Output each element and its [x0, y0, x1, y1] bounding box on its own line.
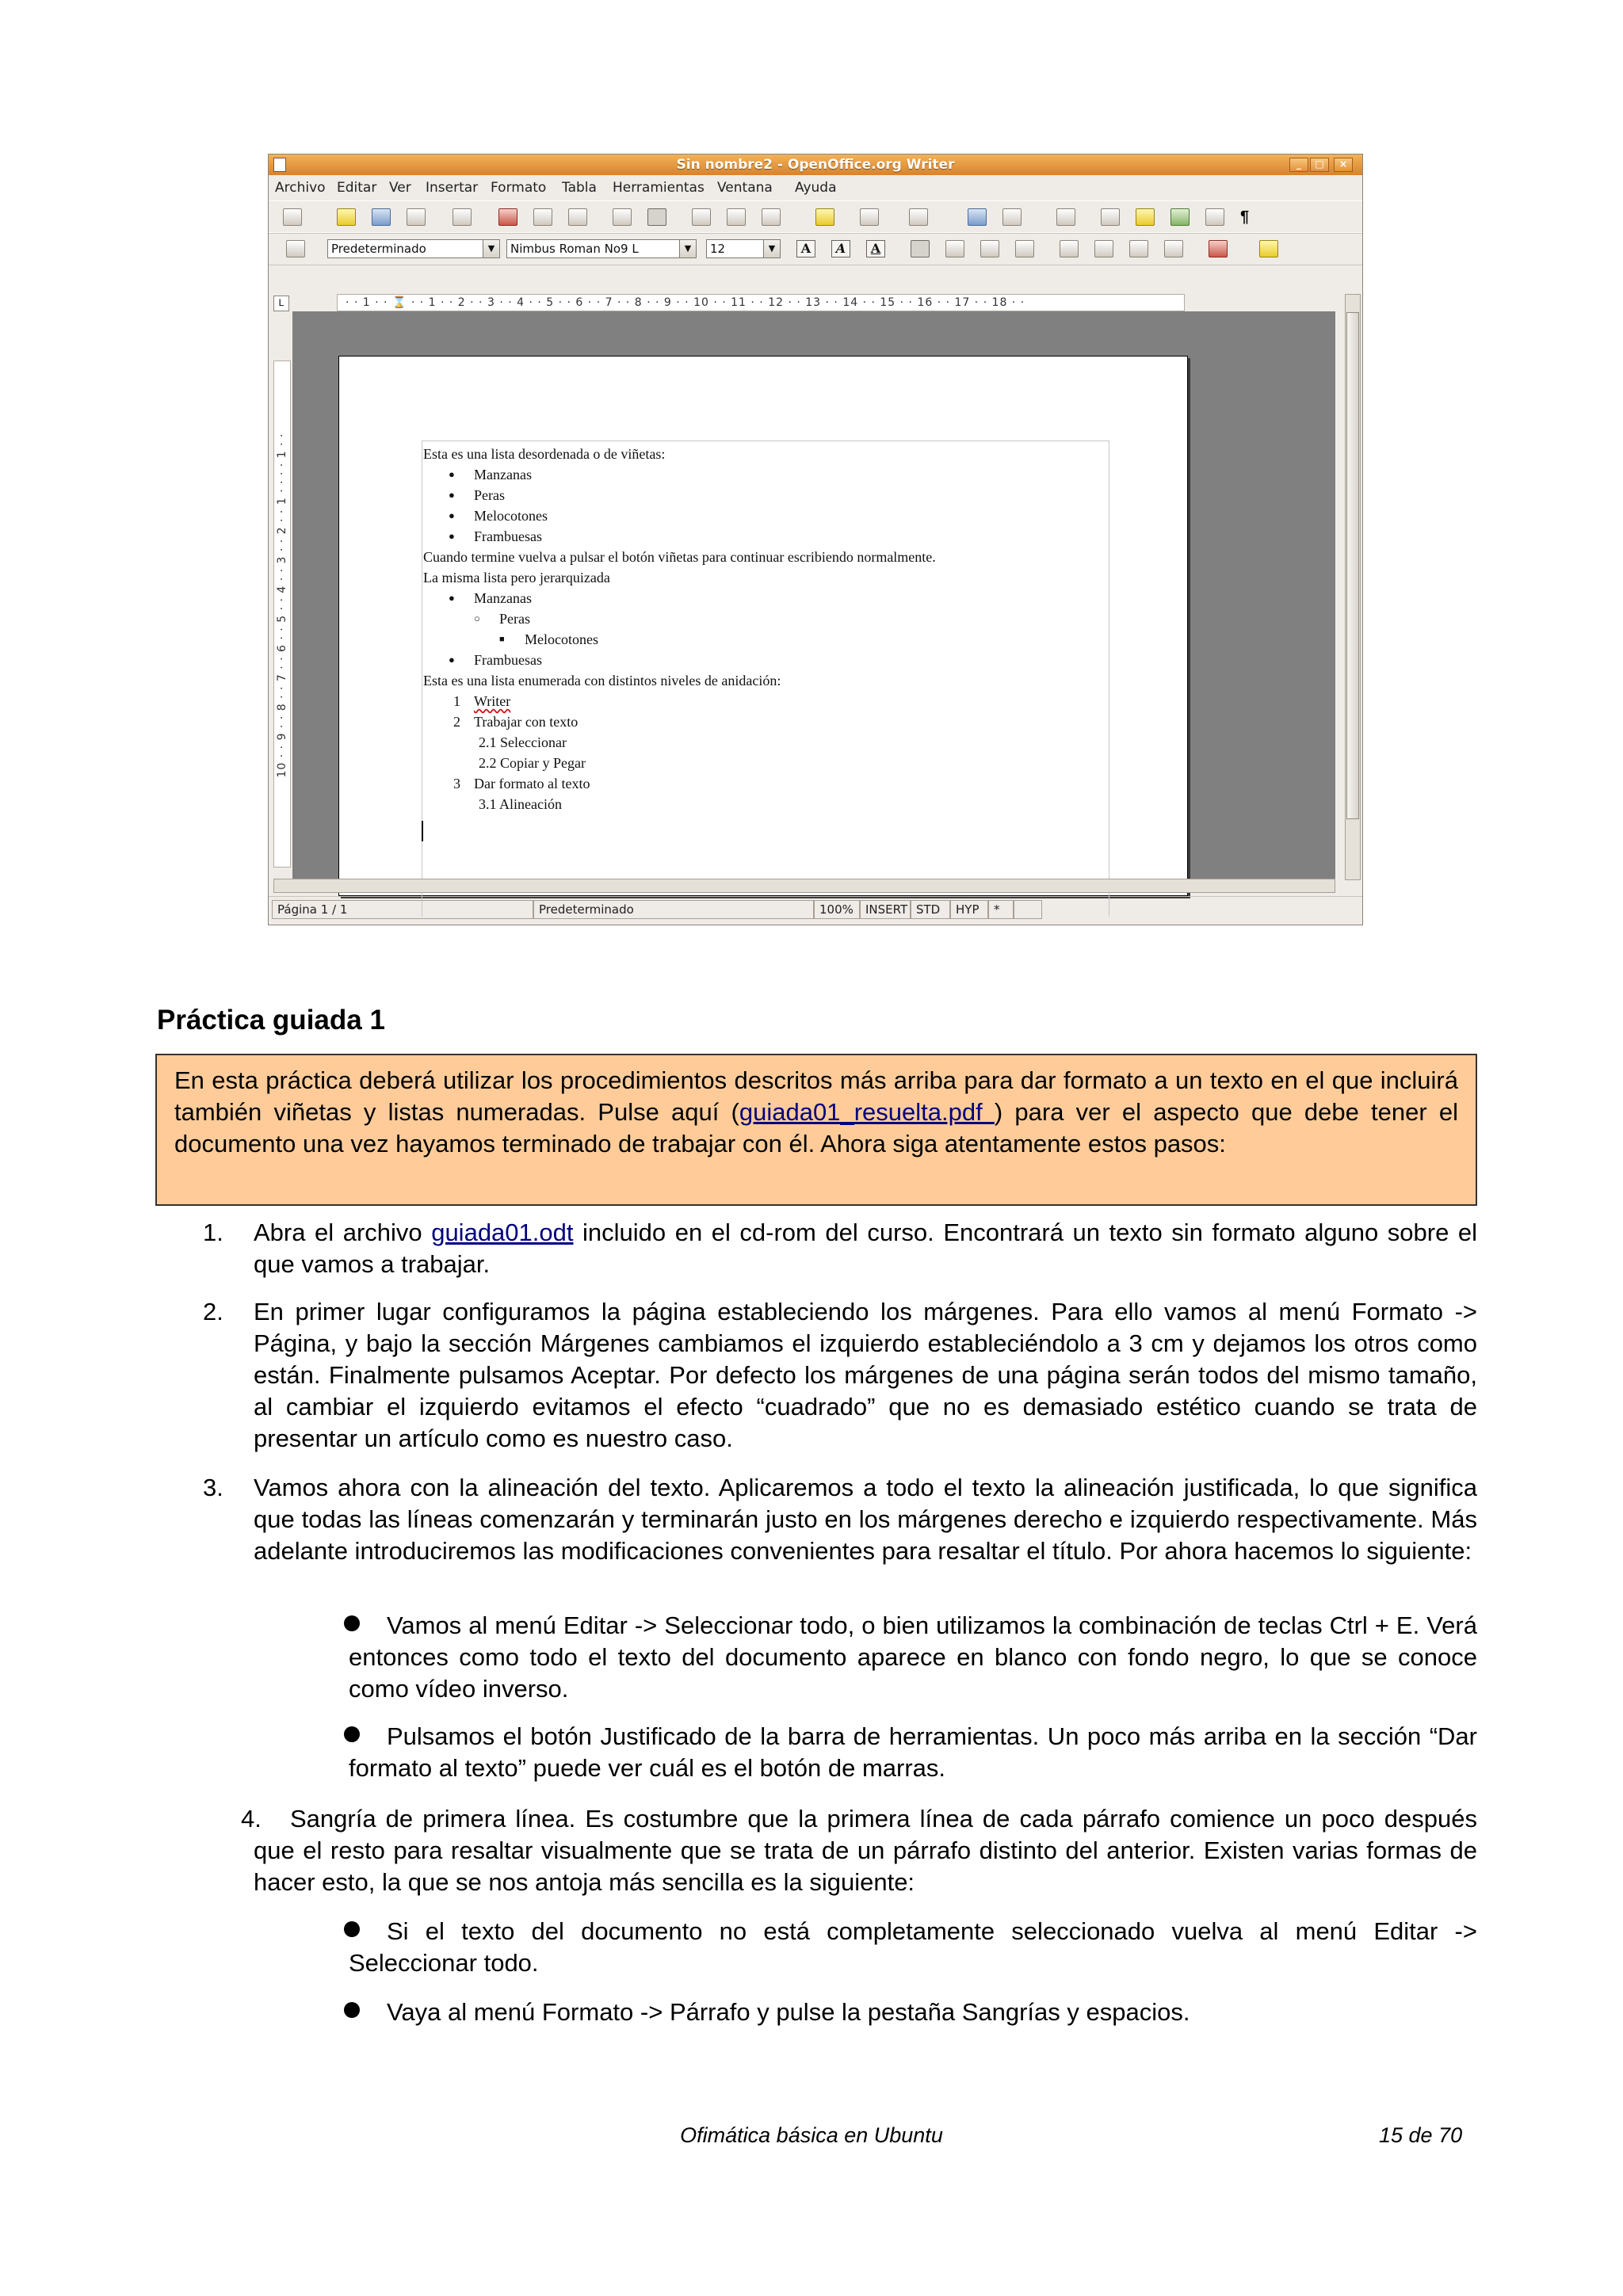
doc-bullet-line: ● Frambuesas — [423, 526, 936, 547]
list-number: 2. — [203, 1298, 223, 1325]
vertical-scrollbar[interactable] — [1345, 294, 1361, 880]
item-text: incluido en el cd-rom del curso. Encontrará un texto sin formato alguno sobre el que vamos a trabajar. — [254, 1219, 1477, 1278]
underline-icon[interactable]: A — [866, 240, 885, 257]
list-number: 1. — [203, 1219, 223, 1246]
numbering-icon[interactable] — [1060, 240, 1079, 257]
bullet-text: Si el texto del documento no está completamente seleccionado vuelva al menú Editar -> Seleccionar todo. — [349, 1917, 1477, 1977]
callout-text-after: ) para ver el aspecto que debe tener el documento una vez hayamos terminado de trabajar con él. Ahora siga atentamente estos pasos: — [174, 1098, 1458, 1158]
doc-numbered-line: 3.1 Alineación — [479, 796, 562, 812]
undo-icon[interactable] — [860, 208, 879, 226]
align-center-icon[interactable] — [945, 240, 964, 257]
formatting-toolbar — [269, 232, 1362, 265]
doc-line: La misma lista pero jerarquizada — [423, 570, 610, 585]
navigator-icon[interactable] — [1136, 208, 1155, 226]
redo-icon[interactable] — [909, 208, 928, 226]
table-icon[interactable] — [1002, 208, 1022, 226]
item-text: En primer lugar configuramos la página estableciendo los márgenes. Para ello vamos al menú Formato -> Página, y bajo la sección Márgenes cambiamos el izquierdo estableciéndolo a 3 cm y dejamos los otros como están. Finalmente pulsamos Aceptar. Por defecto los márgenes de una página serán todos del mismo tamaño, al cambiar el izquierdo evitamos el efecto “cuadrado” que no es demasiado estético cuando se trata de presentar un artículo como es nuestro caso. — [254, 1298, 1477, 1452]
maximize-icon[interactable]: □ — [1310, 158, 1329, 172]
chevron-down-icon: ▼ — [679, 240, 696, 257]
writer-statusbar — [269, 896, 1362, 925]
decrease-indent-icon[interactable] — [1129, 240, 1148, 257]
footer-title: Ofimática básica en Ubuntu — [680, 2123, 943, 2147]
edit-file-icon[interactable] — [453, 208, 472, 226]
horizontal-scrollbar[interactable] — [273, 879, 1335, 893]
bullet-item — [349, 1916, 1477, 1979]
status-signature — [1014, 900, 1042, 919]
increase-indent-icon[interactable] — [1164, 240, 1183, 257]
list-item-4 — [241, 1803, 1477, 1898]
status-zoom[interactable]: 100% — [814, 900, 860, 919]
data-sources-icon[interactable] — [1205, 208, 1224, 226]
menu-formato[interactable]: Formato — [491, 180, 547, 196]
text-cursor — [422, 821, 423, 841]
odt-file-link[interactable]: guiada01.odt — [431, 1219, 574, 1246]
writer-menubar — [269, 175, 1362, 200]
list-item-1 — [203, 1217, 1477, 1280]
pilcrow-icon[interactable]: ¶ — [1240, 208, 1250, 226]
writer-screenshot — [268, 154, 1363, 925]
font-name-combo[interactable]: Nimbus Roman No9 L ▼ — [506, 239, 697, 258]
autospellcheck-icon[interactable] — [647, 208, 666, 226]
tab-stop-corner-icon[interactable]: L — [273, 296, 289, 311]
menu-ver[interactable]: Ver — [389, 180, 411, 196]
bullet-text: Pulsamos el botón Justificado de la barra de herramientas. Un poco más arriba en la sección “Dar formato al texto” puede ver cuál es el botón de marras. — [349, 1722, 1477, 1782]
align-right-icon[interactable] — [980, 240, 999, 257]
spellcheck-icon[interactable] — [613, 208, 632, 226]
list-number: 4. — [241, 1805, 262, 1833]
font-color-icon[interactable] — [1209, 240, 1228, 257]
paragraph-style-combo[interactable]: Predeterminado ▼ — [327, 239, 500, 258]
draw-functions-icon[interactable] — [1056, 208, 1075, 226]
new-document-icon[interactable] — [283, 208, 302, 226]
doc-line: Esta es una lista desordenada o de viñetas: — [423, 446, 666, 462]
menu-herramientas[interactable]: Herramientas — [613, 180, 705, 196]
doc-bullet-line: ● Manzanas — [423, 464, 936, 485]
callout-box — [155, 1054, 1477, 1206]
bullet-icon — [344, 1726, 360, 1742]
doc-bullet-line: ● Peras — [423, 485, 936, 505]
doc-bullet-line: ● Frambuesas — [423, 650, 936, 670]
doc-numbered-line: 3 Dar formato al texto — [453, 776, 590, 791]
cut-icon[interactable] — [692, 208, 711, 226]
vertical-ruler[interactable]: 10 · · 9 · · 8 · · 7 · · 6 · · 5 · · 4 · · 3 · · 2 · · 1 · · · · 1 · · — [273, 360, 291, 868]
doc-bullet-line: ○ Peras — [423, 608, 936, 629]
writer-document-text — [423, 444, 936, 814]
status-insert[interactable]: INSERT — [860, 900, 911, 919]
print-preview-icon[interactable] — [568, 208, 587, 226]
section-title: Práctica guiada 1 — [157, 1005, 385, 1035]
save-icon[interactable] — [372, 208, 391, 226]
justify-icon[interactable] — [1015, 240, 1034, 257]
list-item-2 — [203, 1296, 1477, 1455]
bullet-icon — [344, 1921, 360, 1937]
doc-numbered-line: 2 Trabajar con texto — [453, 714, 579, 730]
callout-text-before: En esta práctica deberá utilizar los procedimientos descritos más arriba para dar formato a un texto en el que incluirá también viñetas y listas numeradas. Pulse aquí ( — [174, 1066, 1458, 1126]
font-size-combo[interactable]: 12 ▼ — [706, 239, 781, 258]
menu-insertar[interactable]: Insertar — [426, 180, 479, 196]
menu-archivo[interactable]: Archivo — [275, 180, 326, 196]
status-page: Página 1 / 1 — [272, 900, 533, 919]
doc-numbered-line: 1 Writer — [453, 693, 511, 709]
paste-icon[interactable] — [762, 208, 781, 226]
email-icon[interactable] — [407, 208, 426, 226]
styles-formatting-icon[interactable] — [286, 240, 305, 257]
item-text: Abra el archivo — [254, 1219, 432, 1246]
writer-window-title: Sin nombre2 - OpenOffice.org Writer — [676, 157, 955, 173]
doc-bullet-line: ■ Melocotones — [423, 629, 936, 650]
doc-numbered-line: 2.2 Copiar y Pegar — [479, 755, 586, 771]
highlight-icon[interactable] — [1259, 240, 1278, 257]
align-left-icon[interactable] — [911, 240, 930, 257]
status-modified: * — [988, 900, 1014, 919]
status-hyp[interactable]: HYP — [950, 900, 988, 919]
doc-numbered-line: 2.1 Seleccionar — [479, 734, 567, 750]
bullet-item — [349, 1610, 1477, 1705]
hyperlink-icon[interactable] — [968, 208, 987, 226]
doc-line: Cuando termine vuelva a pulsar el botón viñetas para continuar escribiendo normalmente. — [423, 549, 936, 565]
status-std[interactable]: STD — [911, 900, 950, 919]
doc-line: Esta es una lista enumerada con distintos niveles de anidación: — [423, 673, 781, 688]
italic-icon[interactable]: A — [831, 240, 850, 257]
bullet-text: Vaya al menú Formato -> Párrafo y pulse la pestaña Sangrías y espacios. — [387, 1998, 1190, 2026]
scrollbar-thumb[interactable] — [1346, 312, 1359, 819]
export-pdf-icon[interactable] — [498, 208, 517, 226]
format-paintbrush-icon[interactable] — [815, 208, 834, 226]
find-replace-icon[interactable] — [1101, 208, 1120, 226]
menu-ayuda[interactable]: Ayuda — [795, 180, 837, 196]
open-folder-icon[interactable] — [337, 208, 356, 226]
doc-bullet-line: ● Manzanas — [423, 588, 936, 608]
menu-tabla[interactable]: Tabla — [562, 180, 597, 196]
item-text: Vamos ahora con la alineación del texto. Aplicaremos a todo el texto la alineación justificada, lo que significa que todas las líneas comenzarán y terminarán justo en los márgenes derecho e izquierdo respectivamente. Más adelante introduciremos las modificaciones convenientes para resaltar el título. Por ahora hacemos lo siguiente: — [254, 1474, 1477, 1565]
close-icon[interactable]: × — [1334, 158, 1353, 172]
list-item-3 — [203, 1472, 1477, 1567]
bullet-item — [349, 1721, 1477, 1784]
list-number: 3. — [203, 1474, 223, 1501]
callout-pdf-link[interactable]: guiada01_resuelta.pdf — [739, 1098, 995, 1126]
bullets-icon[interactable] — [1094, 240, 1113, 257]
writer-titlebar — [269, 154, 1362, 175]
bullet-icon — [344, 1615, 360, 1631]
horizontal-ruler[interactable]: · · 1 · · ⌛ · · 1 · · 2 · · 3 · · 4 · · 5 · · 6 · · 7 · · 8 · · 9 · · 10 · · 11 · · 12 · · 13 · · 14 · · 15 · · 16 · · 17 · · 18 · · — [337, 294, 1185, 311]
gallery-icon[interactable] — [1170, 208, 1190, 226]
doc-bullet-line: ● Melocotones — [423, 505, 936, 526]
item-text: Sangría de primera línea. Es costumbre que la primera línea de cada párrafo comience un poco después que el resto para resaltar visualmente que se trata de un párrafo distinto del anterior. Existen varias formas de hacer esto, la que se nos antoja más sencilla es la siguiente: — [254, 1805, 1477, 1896]
menu-editar[interactable]: Editar — [337, 180, 377, 196]
document-area — [292, 311, 1335, 879]
menu-ventana[interactable]: Ventana — [717, 180, 773, 196]
copy-icon[interactable] — [727, 208, 746, 226]
bullet-item — [349, 1997, 1477, 2028]
bullet-text: Vamos al menú Editar -> Seleccionar todo, o bien utilizamos la combinación de teclas Ctrl + E. Verá entonces como todo el texto del documento aparece en blanco con fondo negro, lo que se conoce como vídeo inverso. — [349, 1611, 1477, 1703]
status-style[interactable]: Predeterminado — [533, 900, 814, 919]
footer-page-number: 15 de 70 — [1379, 2123, 1463, 2147]
writer-page[interactable] — [338, 356, 1188, 896]
bullet-icon — [344, 2002, 360, 2018]
minimize-icon[interactable]: _ — [1289, 158, 1308, 172]
chevron-down-icon: ▼ — [483, 240, 499, 257]
bold-icon[interactable]: A — [796, 240, 815, 257]
standard-toolbar — [269, 200, 1362, 234]
print-icon[interactable] — [533, 208, 552, 226]
chevron-down-icon: ▼ — [763, 240, 780, 257]
